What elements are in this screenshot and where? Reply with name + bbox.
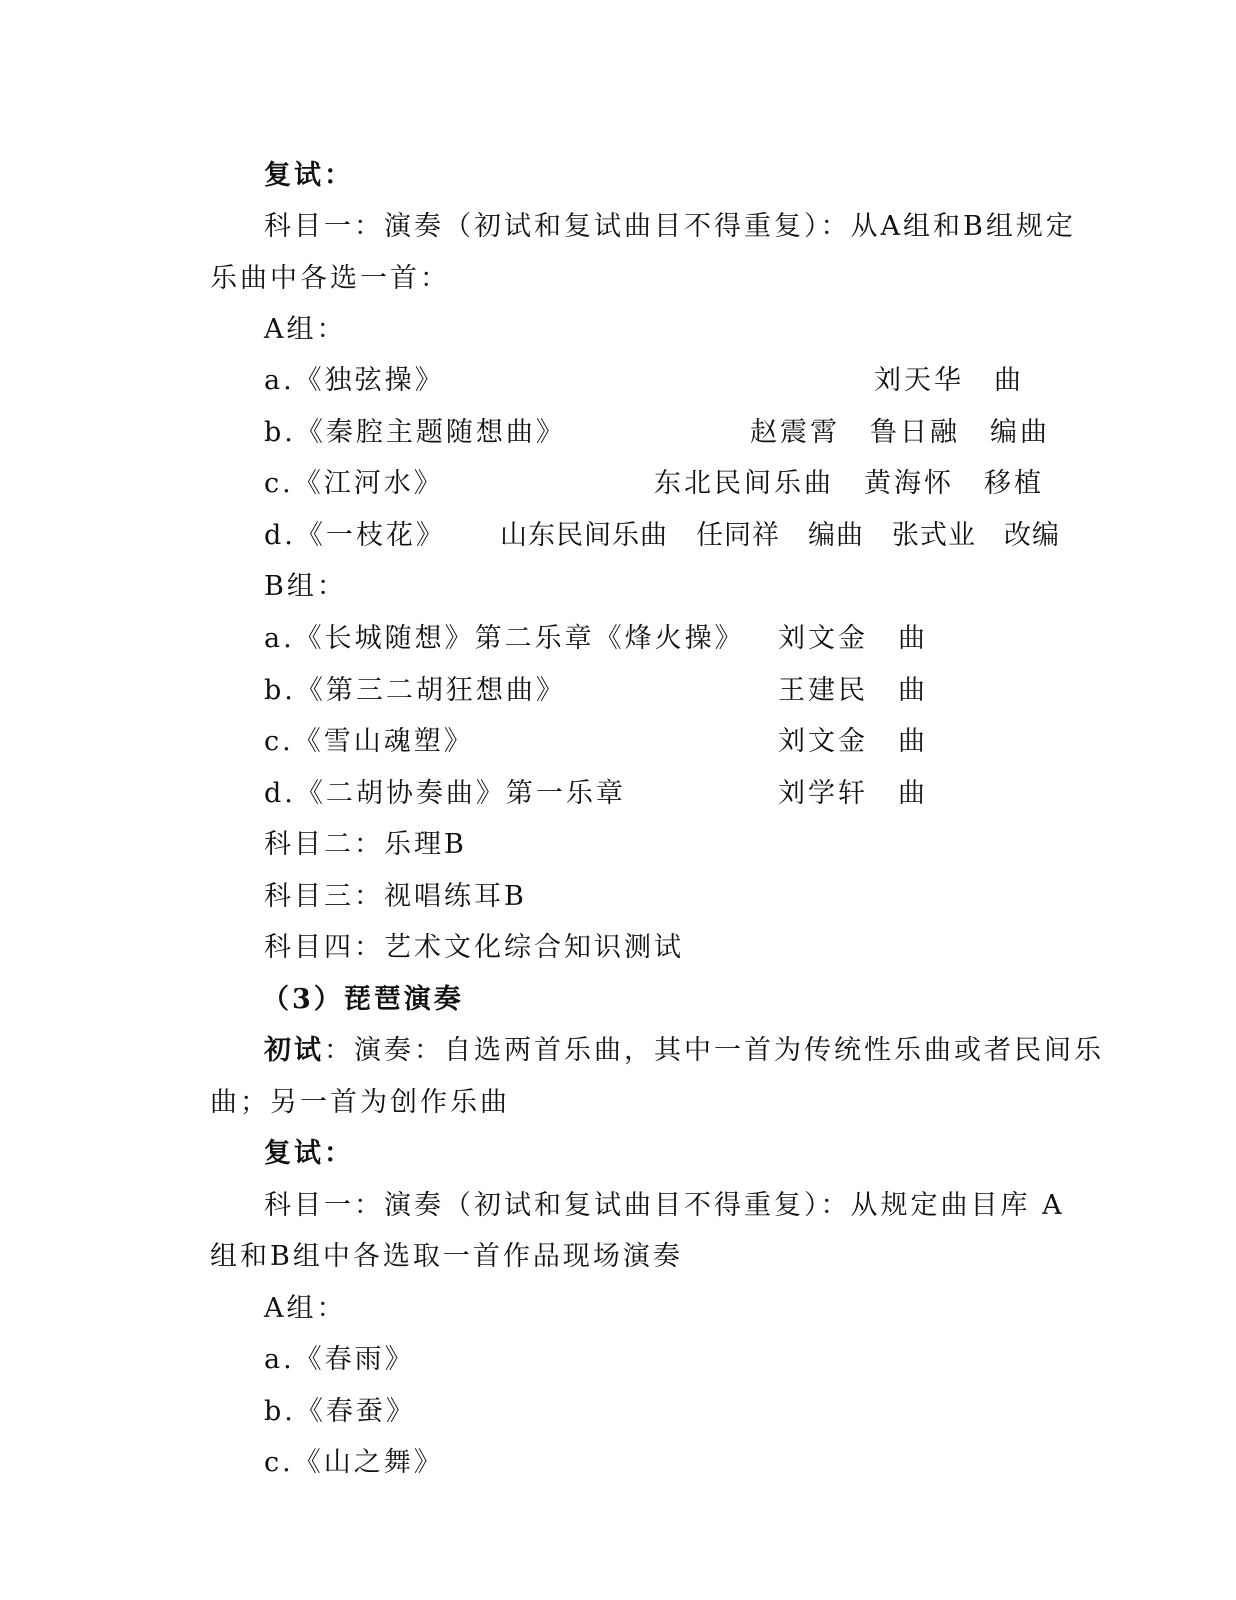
b-item-title-3: c.《雪山魂塑》 (264, 726, 474, 757)
b-item-title-2: b.《第三二胡狂想曲》 (264, 675, 566, 706)
subject-1-line-2: 乐曲中各选一首： (210, 263, 450, 294)
subject-3: 科目三：视唱练耳B (264, 881, 527, 912)
section-pipa-heading: （3）琵琶演奏 (262, 984, 464, 1015)
a-item-credit-3: 东北民间乐曲 黄海怀 移植 (654, 468, 1044, 499)
b-item-credit-1: 刘文金 曲 (778, 623, 928, 654)
b-item-credit-3: 刘文金 曲 (778, 726, 928, 757)
a-item-title-1: a.《独弦操》 (264, 365, 445, 396)
a-item-credit-2: 赵震霄 鲁日融 编曲 (750, 417, 1050, 448)
subject-4: 科目四：艺术文化综合知识测试 (264, 932, 684, 963)
chushi-line-2: 曲；另一首为创作乐曲 (210, 1087, 510, 1118)
subject-1b-line-1: 科目一：演奏（初试和复试曲目不得重复）：从规定曲目库 A (264, 1190, 1065, 1221)
pipa-item-2: b.《春蚕》 (264, 1396, 416, 1427)
a-item-credit-1: 刘天华 曲 (874, 365, 1024, 396)
chushi-text: ：演奏：自选两首乐曲，其中一首为传统性乐曲或者民间乐 (324, 1035, 1104, 1066)
b-item-credit-4: 刘学轩 曲 (778, 778, 928, 809)
subject-1b-line-2: 组和B组中各选取一首作品现场演奏 (210, 1241, 683, 1272)
fushi-heading-1: 复试： (264, 160, 354, 191)
b-item-credit-2: 王建民 曲 (778, 675, 928, 706)
chushi-label: 初试 (264, 1035, 324, 1066)
pipa-item-1: a.《春雨》 (264, 1344, 415, 1375)
b-item-title-1: a.《长城随想》第二乐章《烽火操》 (264, 623, 745, 654)
subject-2: 科目二：乐理B (264, 829, 467, 860)
group-a-label-1: A组： (264, 314, 347, 345)
b-item-title-4: d.《二胡协奏曲》第一乐章 (264, 778, 626, 809)
subject-1-line-1: 科目一：演奏（初试和复试曲目不得重复）：从A组和B组规定 (264, 211, 1076, 242)
pipa-item-3: c.《山之舞》 (264, 1447, 444, 1478)
fushi-heading-2: 复试： (264, 1138, 354, 1169)
group-a-label-2: A组： (264, 1293, 347, 1324)
group-b-label-1: B组： (264, 571, 347, 602)
a-item-title-2: b.《秦腔主题随想曲》 (264, 417, 566, 448)
a-item-title-3: c.《江河水》 (264, 468, 444, 499)
a-item-title-4: d.《一枝花》 (264, 520, 446, 551)
chushi-line-1 (264, 1036, 1104, 1066)
a-item-credit-4: 山东民间乐曲 任同祥 编曲 张式业 改编 (500, 520, 1060, 551)
